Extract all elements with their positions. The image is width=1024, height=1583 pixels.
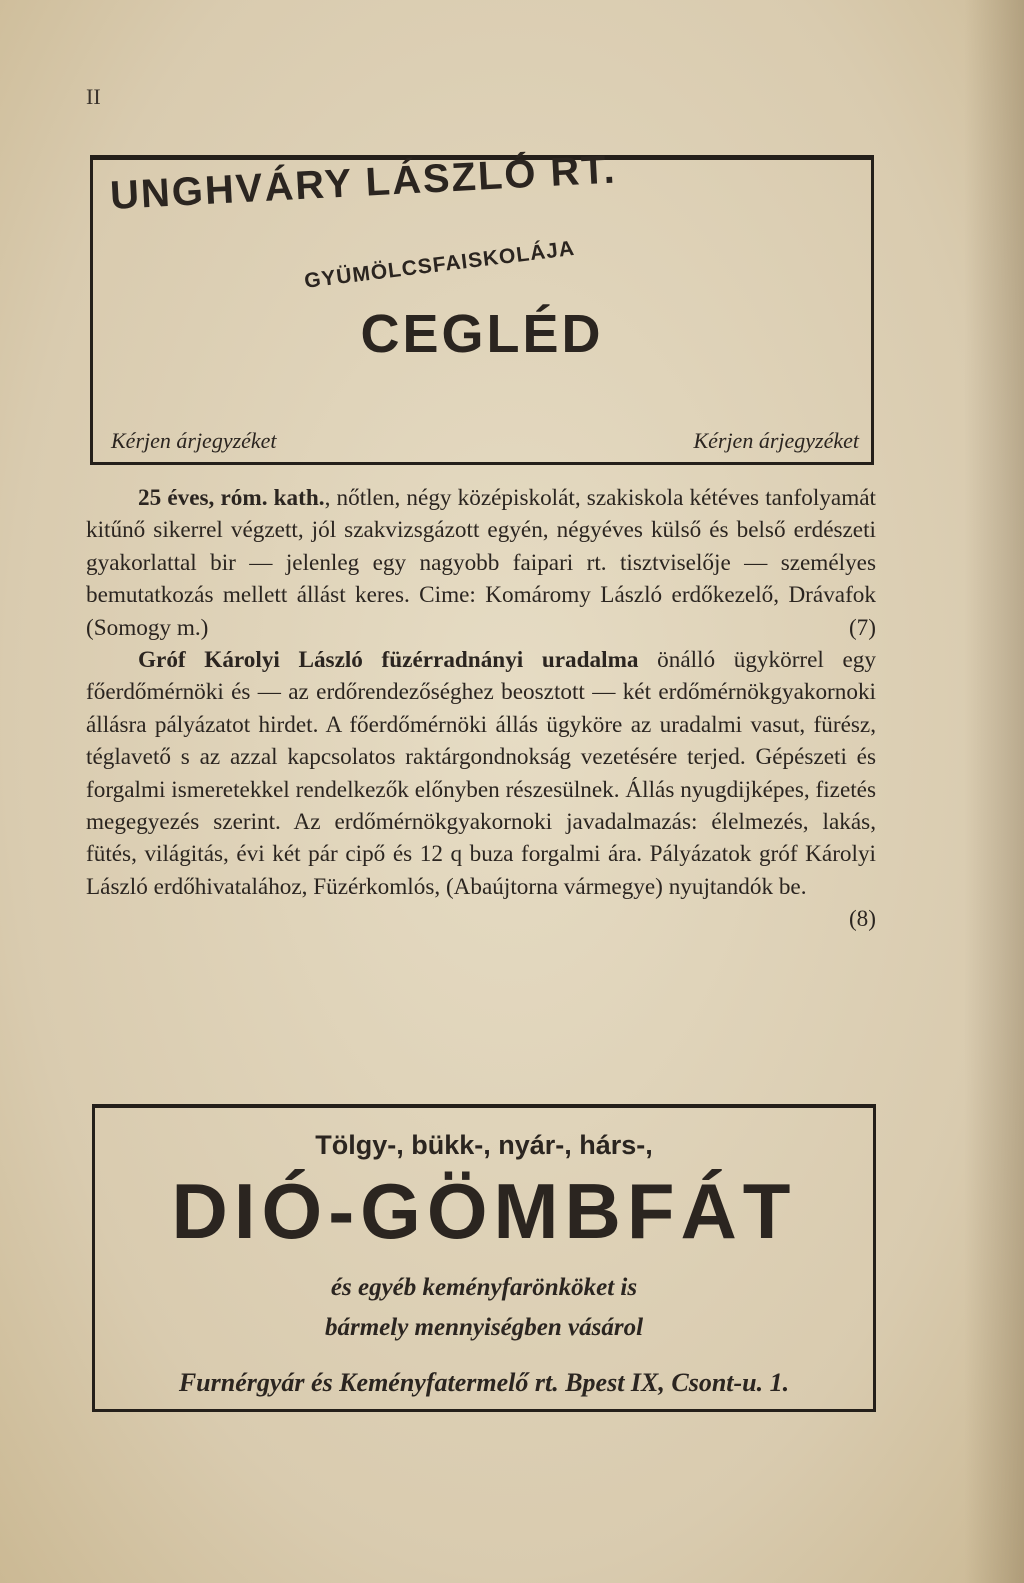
notice-lead: Gróf Károlyi László füzérradnányi uradalma (138, 647, 639, 674)
page-edge-shadow (964, 0, 1024, 1583)
ad-company-name: UNGHVÁRY LÁSZLÓ RT. (109, 147, 618, 218)
notice-ref: (7) (848, 614, 876, 641)
notice-body: önálló ügykörrel egy főerdőmérnöki és — az erdőrendezőséghez beosztott — két erdőmérnökgyakornoki állásra pályázatot hirdet. A főerdőmérnöki állás ügyköre az uradalmi vasut, fürész, téglavető s az azzal kapcsolatos raktárgondnokság vezetésére terjed. Gépészeti és forgalmi ismeretekkel rendelkezők előnyben részesülnek. Állás nyugdijképes, fizetés megegyezés szerint. Az erdőmérnökgyakornoki javadalmazás: élelmezés, lakás, fütés, világitás, évi két pár cipő és 12 q buza forgalmi ára. Pályázatok gróf Károlyi László erdőhivatalához, Füzérkomlós, (Abaújtorna vármegye) nyujtandók be. (86, 647, 876, 900)
ad-headline: DIÓ-GÖMBFÁT (171, 1167, 797, 1255)
notice-job-offer (86, 644, 876, 933)
advertisement-furnergyar (92, 1104, 876, 1412)
notice-ref: (8) (848, 906, 876, 933)
ad-note-right: Kérjen árjegyzéket (693, 428, 859, 453)
page-number: II (86, 84, 101, 109)
ad-line-2: bármely mennyiségben vásárol (324, 1314, 644, 1341)
notice-body: , nőtlen, négy középiskolát, szakiskola kétéves tanfolyamát kitűnő sikerrel végzett, jól szakvizsgázott egyén, négyéves külső és belső erdészeti gyakorlattal bir — jelenleg egy nagyobb faipari rt. tisztviselője — személyes bemutatkozás mellett állást keres. Cime: Komáromy László erdőkezelő, Drávafok (Somogy m.) (86, 485, 876, 641)
notice-lead: 25 éves, róm. kath. (138, 485, 325, 511)
ad-line-1: és egyéb keményfarönköket is (330, 1274, 638, 1301)
ad-company-city: CEGLÉD (360, 304, 604, 364)
advertisement-unghvary (90, 147, 874, 465)
notice-job-seeker (86, 482, 876, 644)
ad-company-address: Furnérgyár és Keményfatermelő rt. Bpest IX, Csont-u. 1. (178, 1368, 790, 1397)
ad-wood-types: Tölgy-, bükk-, nyár-, hárs-, (315, 1130, 653, 1160)
classified-notices (86, 482, 876, 936)
ad-note-left: Kérjen árjegyzéket (111, 428, 277, 453)
ad-company-subtitle: GYÜMÖLCSFAISKOLÁJA (303, 236, 577, 293)
